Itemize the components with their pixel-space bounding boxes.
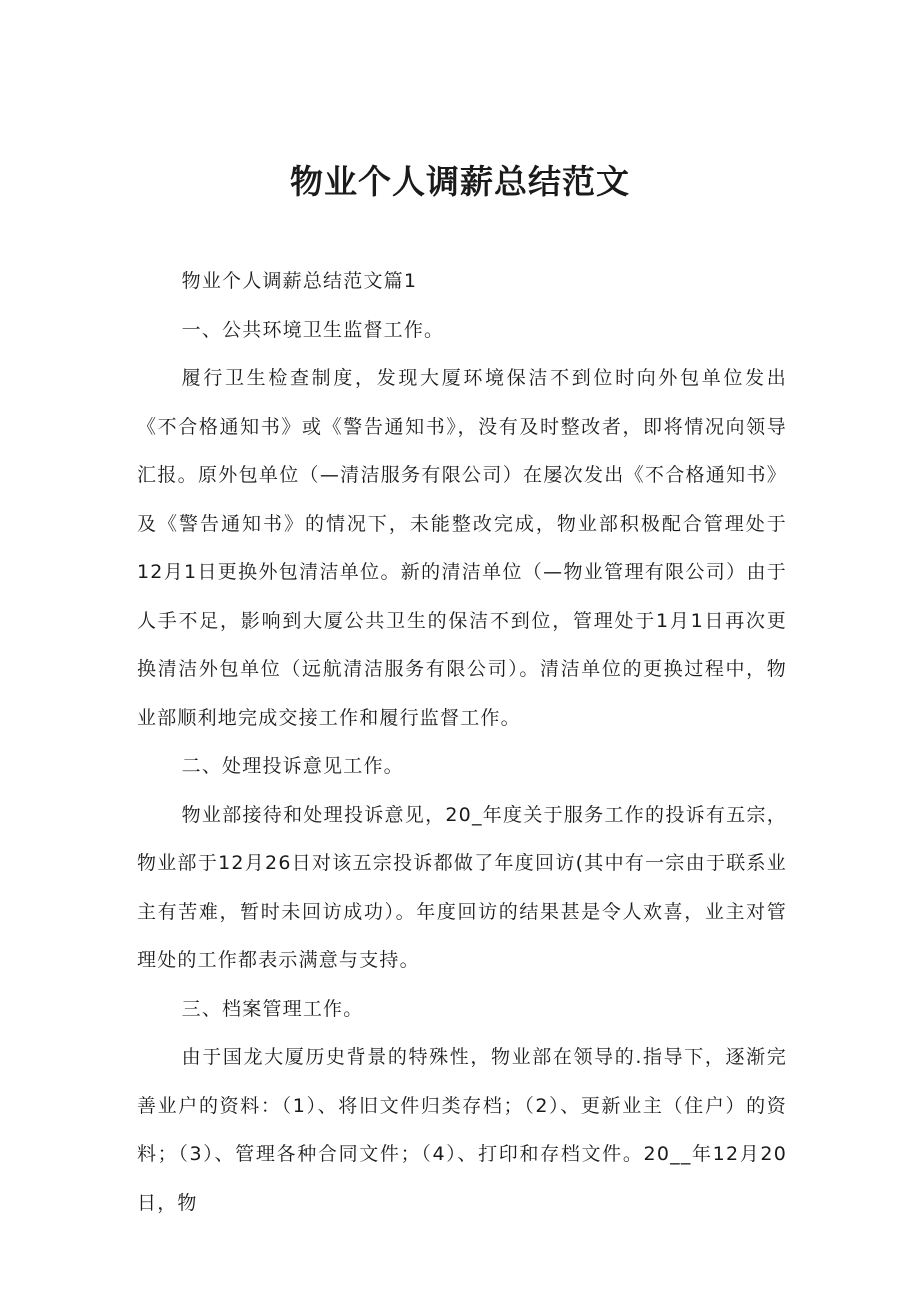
section-heading-1: 一、公共环境卫生监督工作。 [181,318,445,341]
paragraph-3: 由于国龙大厦历史背景的特殊性，物业部在领导的.指导下，逐渐完善业户的资料：（1）、将旧文件归类存档；（2）、更新业主（住户）的资料；（3）、管理各种合同文件；（4）、打印和存档文件。20__年12月20日，物 [137,1046,787,1214]
document-title: 物业个人调薪总结范文 [290,162,630,201]
paragraph-2: 物业部接待和处理投诉意见，20_年度关于服务工作的投诉有五宗，物业部于12月26日对该五宗投诉都做了年度回访(其中有一宗由于联系业主有苦难，暂时未回访成功）。年度回访的结果甚是令人欢喜，业主对管理处的工作都表示满意与支持。 [137,803,787,971]
section-heading-3: 三、档案管理工作。 [181,997,364,1020]
paragraph-1: 履行卫生检查制度，发现大厦环境保洁不到位时向外包单位发出《不合格通知书》或《警告通知书》，没有及时整改者，即将情况向领导汇报。原外包单位（—清洁服务有限公司）在屡次发出《不合格通知书》及《警告通知书》的情况下，未能整改完成，物业部积极配合管理处于12月1日更换外包清洁单位。新的清洁单位（—物业管理有限公司）由于人手不足，影响到大厦公共卫生的保洁不到位，管理处于1月1日再次更换清洁外包单位（远航清洁服务有限公司）。清洁单位的更换过程中，物业部顺利地完成交接工作和履行监督工作。 [137,367,787,729]
section-heading-article: 物业个人调薪总结范文篇1 [181,270,418,292]
section-heading-2: 二、处理投诉意见工作。 [181,755,404,777]
document-body [137,257,787,1227]
